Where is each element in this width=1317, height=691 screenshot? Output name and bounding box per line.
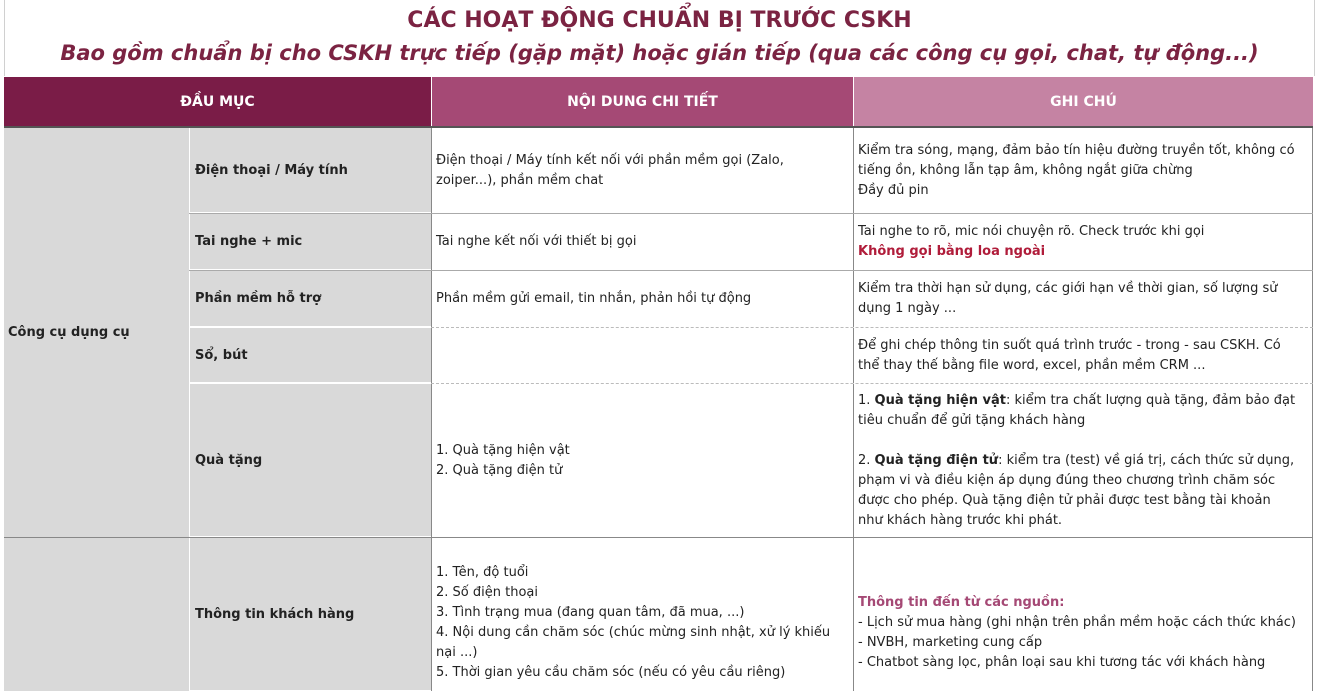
note-line: dụng 1 ngày ... [858, 301, 957, 316]
detail-line: 2. Quà tặng điện tử [436, 462, 563, 478]
detail-line: Tai nghe kết nối với thiết bị gọi [436, 234, 637, 249]
category-cong-cu[interactable]: Công cụ dụng cụ [4, 128, 189, 537]
note-line: tiêu chuẩn để gửi tặng khách hàng [858, 412, 1086, 428]
detail-so-but[interactable] [431, 328, 853, 383]
detail-line: 1. Quà tặng hiện vật [436, 442, 570, 458]
note-line [858, 391, 1308, 411]
gift2-prefix: 2. [858, 452, 875, 468]
gift1-prefix: 1. [858, 392, 875, 408]
category-thong-tin[interactable] [4, 538, 189, 691]
detail-dien-thoai[interactable] [431, 128, 853, 213]
gift2-label: Quà tặng điện tử [874, 452, 999, 468]
detail-tai-nghe[interactable] [431, 214, 853, 270]
detail-line: 2. Số điện thoại [436, 584, 538, 600]
note-qua-tang[interactable] [853, 384, 1313, 537]
note-dien-thoai[interactable] [853, 128, 1313, 213]
item-phan-mem[interactable]: Phần mềm hỗ trợ [189, 271, 431, 327]
item-dien-thoai[interactable]: Điện thoại / Máy tính [189, 128, 431, 213]
gift1-label: Quà tặng hiện vật [874, 392, 1006, 408]
page-subtitle: Bao gồm chuẩn bị cho CSKH trực tiếp (gặp mặt) hoặc gián tiếp (qua các công cụ gọi, chat, tự động...) [60, 41, 1259, 65]
detail-line: 4. Nội dung cần chăm sóc (chúc mừng sinh nhật, xử lý khiếu [436, 624, 831, 640]
page-title: CÁC HOẠT ĐỘNG CHUẨN BỊ TRƯỚC CSKH [407, 8, 912, 33]
item-tai-nghe[interactable]: Tai nghe + mic [189, 214, 431, 270]
detail-line: Phần mềm gửi email, tin nhắn, phản hồi tự động [436, 291, 752, 306]
note-tai-nghe[interactable] [853, 214, 1313, 270]
spacer [858, 431, 1308, 451]
detail-phan-mem[interactable] [431, 271, 853, 327]
note-line: thể thay thế bằng file word, excel, phần mềm CRM ... [858, 357, 1206, 373]
item-so-but[interactable]: Sổ, bút [189, 328, 431, 383]
note-line: Tai nghe to rõ, mic nói chuyện rõ. Check trước khi gọi [858, 224, 1205, 239]
detail-qua-tang[interactable] [431, 384, 853, 537]
item-thong-tin-kh[interactable]: Thông tin khách hàng [189, 538, 431, 691]
note-line: như khách hàng trước khi phát. [858, 512, 1063, 528]
detail-line: nại ...) [436, 644, 478, 660]
note-line: Để ghi chép thông tin suốt quá trình trước - trong - sau CSKH. Có [858, 337, 1281, 353]
note-warning: Không gọi bằng loa ngoài [858, 244, 1046, 259]
note-line: được cho phép. Quà tặng điện tử phải được test bằng tài khoản [858, 492, 1271, 508]
note-line: tiếng ồn, không lẫn tạp âm, không ngắt giữa chừng [858, 162, 1193, 178]
detail-line: 1. Tên, độ tuổi [436, 564, 529, 580]
note-line: - Lịch sử mua hàng (ghi nhận trên phần mềm hoặc cách thức khác) [858, 614, 1296, 630]
note-line: - Chatbot sàng lọc, phân loại sau khi tương tác với khách hàng [858, 654, 1266, 670]
note-line: phạm vi và điều kiện áp dụng đúng theo chương trình chăm sóc [858, 472, 1276, 488]
note-phan-mem[interactable] [853, 271, 1313, 327]
note-line: Kiểm tra thời hạn sử dụng, các giới hạn về thời gian, số lượng sử [858, 281, 1278, 296]
detail-thong-tin-kh[interactable] [431, 538, 853, 691]
header-dau-muc[interactable]: ĐẦU MỤC [4, 77, 431, 126]
detail-line: 3. Tình trạng mua (đang quan tâm, đã mua, ...) [436, 604, 745, 620]
note-line: Đầy đủ pin [858, 182, 929, 198]
detail-line: zoiper...), phần mềm chat [436, 172, 604, 188]
detail-line: Điện thoại / Máy tính kết nối với phần mềm gọi (Zalo, [436, 152, 784, 168]
header-ghi-chu[interactable]: GHI CHÚ [853, 77, 1313, 126]
header-noi-dung[interactable]: NỘI DUNG CHI TIẾT [431, 77, 853, 126]
note-heading: Thông tin đến từ các nguồn: [858, 594, 1065, 610]
note-so-but[interactable] [853, 328, 1313, 383]
item-qua-tang[interactable]: Quà tặng [189, 384, 431, 537]
note-line: Kiểm tra sóng, mạng, đảm bảo tín hiệu đường truyền tốt, không có [858, 142, 1295, 158]
gift2-text: : kiểm tra (test) về giá trị, cách thức sử dụng, [998, 452, 1295, 468]
title-block [4, 0, 1315, 76]
note-line [858, 451, 1308, 471]
note-thong-tin-kh[interactable] [853, 538, 1313, 691]
note-line: - NVBH, marketing cung cấp [858, 634, 1043, 650]
gift1-text: : kiểm tra chất lượng quà tặng, đảm bảo đạt [1006, 392, 1296, 408]
detail-line: 5. Thời gian yêu cầu chăm sóc (nếu có yêu cầu riêng) [436, 664, 786, 680]
